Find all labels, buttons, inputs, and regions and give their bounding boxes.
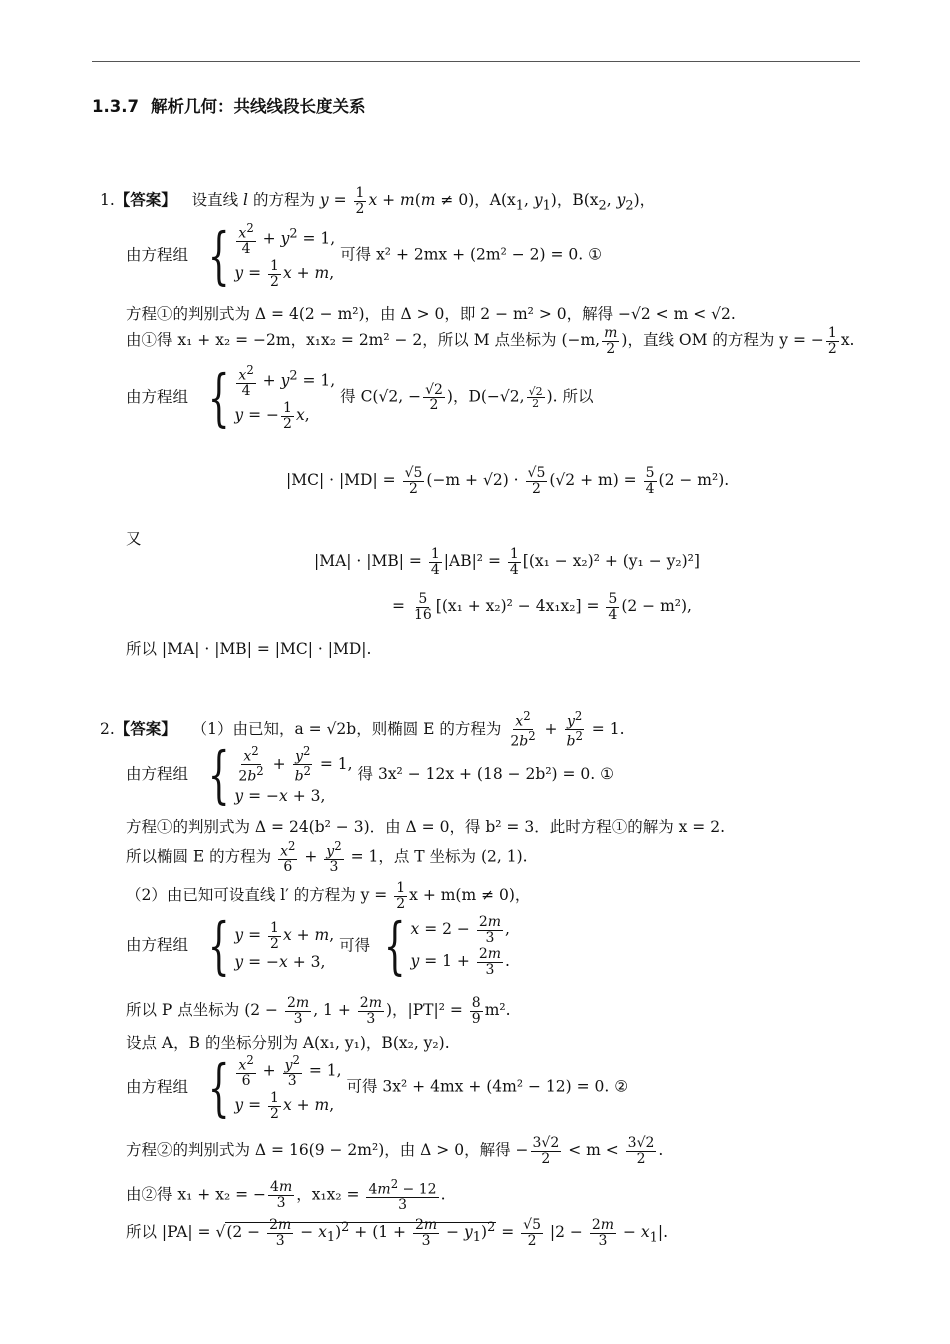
q2-set-ab: 设点 A，B 的坐标分别为 A(x₁, y₁)，B(x₂, y₂). [126, 1034, 450, 1052]
q2-vieta: 由②得 x₁ + x₂ = − $\frac{4m}{3}$ ，x₁x₂ = $\frac{4m^2 - 12}{3}$ . [126, 1177, 446, 1214]
q1-text: (√2 + m) = [549, 471, 637, 490]
q2-answer-label: 【答案】 [114, 719, 177, 738]
q2-text: = 1，点 T 坐标为 (2, 1). [350, 847, 528, 866]
q2-discriminant: 方程①的判别式为 Δ = 24(b² − 3)．由 Δ = 0，得 b² = 3．此时方程①的解为 x = 2. [126, 818, 726, 836]
q2-text: （2）由已知可设直线 l′ 的方程为 y = [126, 886, 388, 905]
q2-text: 所以椭圆 E 的方程为 [126, 847, 272, 866]
q2-text: = [501, 1223, 515, 1242]
q1-text: 的方程为 [252, 191, 315, 210]
q2-ellipse: 所以椭圆 E 的方程为 $\frac{x^2}{6}$ + $\frac{y^2}{3}$ = 1，点 T 坐标为 (2, 1). [126, 839, 528, 876]
q2-sys3-result: 可得 3x² + 4mx + (4m² − 12) = 0. ② [346, 1077, 629, 1096]
q2-text: )，|PT|² = [385, 1001, 463, 1020]
q1-text: 由①得 x₁ + x₂ = −2m，x₁x₂ = 2m² − 2，所以 M 点坐标为 (−m, [126, 331, 601, 350]
q1-text: (−m + √2) · [426, 471, 519, 490]
q1-text: )， [633, 191, 656, 210]
q2-number: 2. [100, 719, 115, 738]
q1-text: (2 − m²), [621, 597, 692, 616]
q2-part-2: （2）由已知可设直线 l′ 的方程为 y = $\frac{1}{2}$ x + m(m ≠ 0)， [126, 880, 531, 912]
q2-sys1-result: 得 3x² − 12x + (18 − 2b²) = 0. ① [357, 765, 615, 783]
q2-text: 可得 [339, 936, 371, 955]
section-title: 解析几何：共线线段长度关系 [150, 97, 366, 116]
q2-text: （1）由已知，a = √2b，则椭圆 E 的方程为 [191, 719, 502, 738]
q2-sys-label: 由方程组 [126, 765, 189, 783]
q1-sys-label: 由方程组 [126, 245, 189, 264]
q1-line-4: 由①得 x₁ + x₂ = −2m，x₁x₂ = 2m² − 2，所以 M 点坐标为 (−m, $\frac{m}{2}$ )，直线 OM 的方程为 y = − $\frac{1}{2}$ x. [126, 325, 855, 357]
q1-system-1: 由方程组 { $\frac{x^2}{4}$ + $y^2 = 1$, y = $\frac{1}{2}$ x + m, 可得 x² + 2mx + (2m² − 2) = 0. ① [126, 218, 603, 292]
q2-discriminant-2: 方程②的判别式为 Δ = 16(9 − 2m²)，由 Δ > 0，解得 − $\frac{3√2}{2}$ < m < $\frac{3√2}{2}$ . [126, 1135, 664, 1167]
q2-text: . [440, 1185, 446, 1204]
q1-text: ). 所以 [546, 387, 594, 406]
q1-text: x. [840, 331, 855, 350]
q1-eq-mc-md: |MC| · |MD| = $\frac{√5}{2}$ (−m + √2) · $\frac{√5}{2}$ (√2 + m) = $\frac{5}{4}$ (2 − m²). [286, 465, 730, 497]
q2-sys3-label: 由方程组 [126, 1077, 189, 1096]
q2-text: = 1. [591, 719, 625, 738]
q2-text: , 1 + [313, 1001, 351, 1020]
q2-text: m². [484, 1001, 511, 1020]
q1-text: )，B(x [550, 191, 599, 210]
q1-sys2-label: 由方程组 [126, 387, 189, 406]
q2-text: . [663, 1223, 669, 1242]
q1-text: 得 C(√2, − [340, 387, 422, 406]
q1-discriminant: 方程①的判别式为 Δ = 4(2 − m²)，由 Δ > 0，即 2 − m² > 0，解得 −√2 < m < √2. [126, 305, 736, 323]
q1-eq-ma-mb-2: = $\frac{5}{16}$ [(x₁ + x₂)² − 4x₁x₂] = $\frac{5}{4}$ (2 − m²), [392, 591, 692, 623]
q2-text: 由②得 x₁ + x₂ = − [126, 1185, 267, 1204]
q2-sys2-label: 由方程组 [126, 936, 189, 955]
q1-text: [(x₁ + x₂)² − 4x₁x₂] = [435, 597, 600, 616]
q2-line-1: 2.【答案】 （1）由已知，a = √2b，则椭圆 E 的方程为 $\frac{x^2}{2b^2}$ + $\frac{y^2}{b^2}$ = 1. [100, 709, 625, 750]
q1-text: |AB|² = [443, 552, 501, 571]
q1-text: )，直线 OM 的方程为 y = − [621, 331, 824, 350]
section-number: 1.3.7 [92, 97, 139, 116]
q2-p-coord: 所以 P 点坐标为 (2 − $\frac{2m}{3}$ , 1 + $\frac{2m}{3}$ )，|PT|² = $\frac{8}{9}$ m². [126, 995, 511, 1027]
q2-text: x + m(m ≠ 0)， [409, 886, 531, 905]
q2-system-2: 由方程组 { y = $\frac{1}{2}$ x + m, y = −x + 3, 可得 { x = 2 − $\frac{2m}{3}$ , y = 1 + $\frac{2m}{3}$ . [126, 909, 510, 983]
q2-text: . [658, 1141, 664, 1160]
q2-text: 方程②的判别式为 Δ = 16(9 − 2m²)，由 Δ > 0，解得 − [126, 1141, 529, 1160]
q1-text: 设直线 [191, 191, 239, 210]
q1-conclusion: 所以 |MA| · |MB| = |MC| · |MD|. [126, 640, 372, 658]
q1-sys1-result: 可得 x² + 2mx + (2m² − 2) = 0. ① [340, 245, 603, 264]
q1-also: 又 [126, 530, 142, 548]
q2-text: 所以 |PA| = [126, 1223, 211, 1242]
q1-text: [(x₁ − x₂)² + (y₁ − y₂)²] [522, 552, 700, 571]
q1-system-2: 由方程组 { $\frac{x^2}{4}$ + $y^2 = 1$, y = − $\frac{1}{2}$ x, 得 C(√2, − $\frac{√2}{2}$ )，D(−√2, $\frac{√2}{2}$ ). 所以 [126, 360, 594, 434]
q2-text: < m < [568, 1141, 619, 1160]
q2-system-3: 由方程组 { $\frac{x^2}{6}$ + $\frac{y^2}{3}$ = 1, y = $\frac{1}{2}$ x + m, 可得 3x² + 4mx + (4m² − 12) = 0. ② [126, 1050, 629, 1124]
q1-text: |MA| · |MB| = [314, 552, 422, 571]
q1-line-1: 1.【答案】 设直线 l 的方程为 y = $\frac{1}{2}$ x + m(m ≠ 0)，$A(x_1$, $y_1$)，$B(x_2$, $y_2$)， [100, 185, 656, 217]
q2-text: ，x₁x₂ = [296, 1185, 360, 1204]
top-rule [92, 61, 860, 62]
q1-text: ，A(x [474, 191, 516, 210]
q1-text: = [392, 597, 405, 616]
q2-pa-length: 所以 |PA| = √(2 − $\frac{2m}{3}$ − $x_1)^2 + (1$ + $\frac{2m}{3}$ − $y_1)^2$ = $\frac{√5}{2}$ |2 − $\frac{2m}{3}$ − $x_1|$. [126, 1217, 669, 1249]
q1-answer-label: 【答案】 [114, 191, 177, 210]
q1-text: )，D(−√2, [446, 387, 525, 406]
q1-eq-ma-mb: |MA| · |MB| = $\frac{1}{4}$ |AB|² = $\frac{1}{4}$ [(x₁ − x₂)² + (y₁ − y₂)²] [314, 546, 700, 578]
q2-system-1: 由方程组 { $\frac{x^2}{2b^2}$ + $\frac{y^2}{b^2}$ = 1, y = −x + 3, 得 3x² − 12x + (18 − 2b²) = 0. ① [126, 738, 615, 811]
q1-text: (2 − m²). [658, 471, 730, 490]
q2-text: 所以 P 点坐标为 (2 − [126, 1001, 279, 1020]
q1-number: 1. [100, 191, 115, 210]
q1-text: |MC| · |MD| = [286, 471, 396, 490]
section-heading [92, 93, 365, 117]
